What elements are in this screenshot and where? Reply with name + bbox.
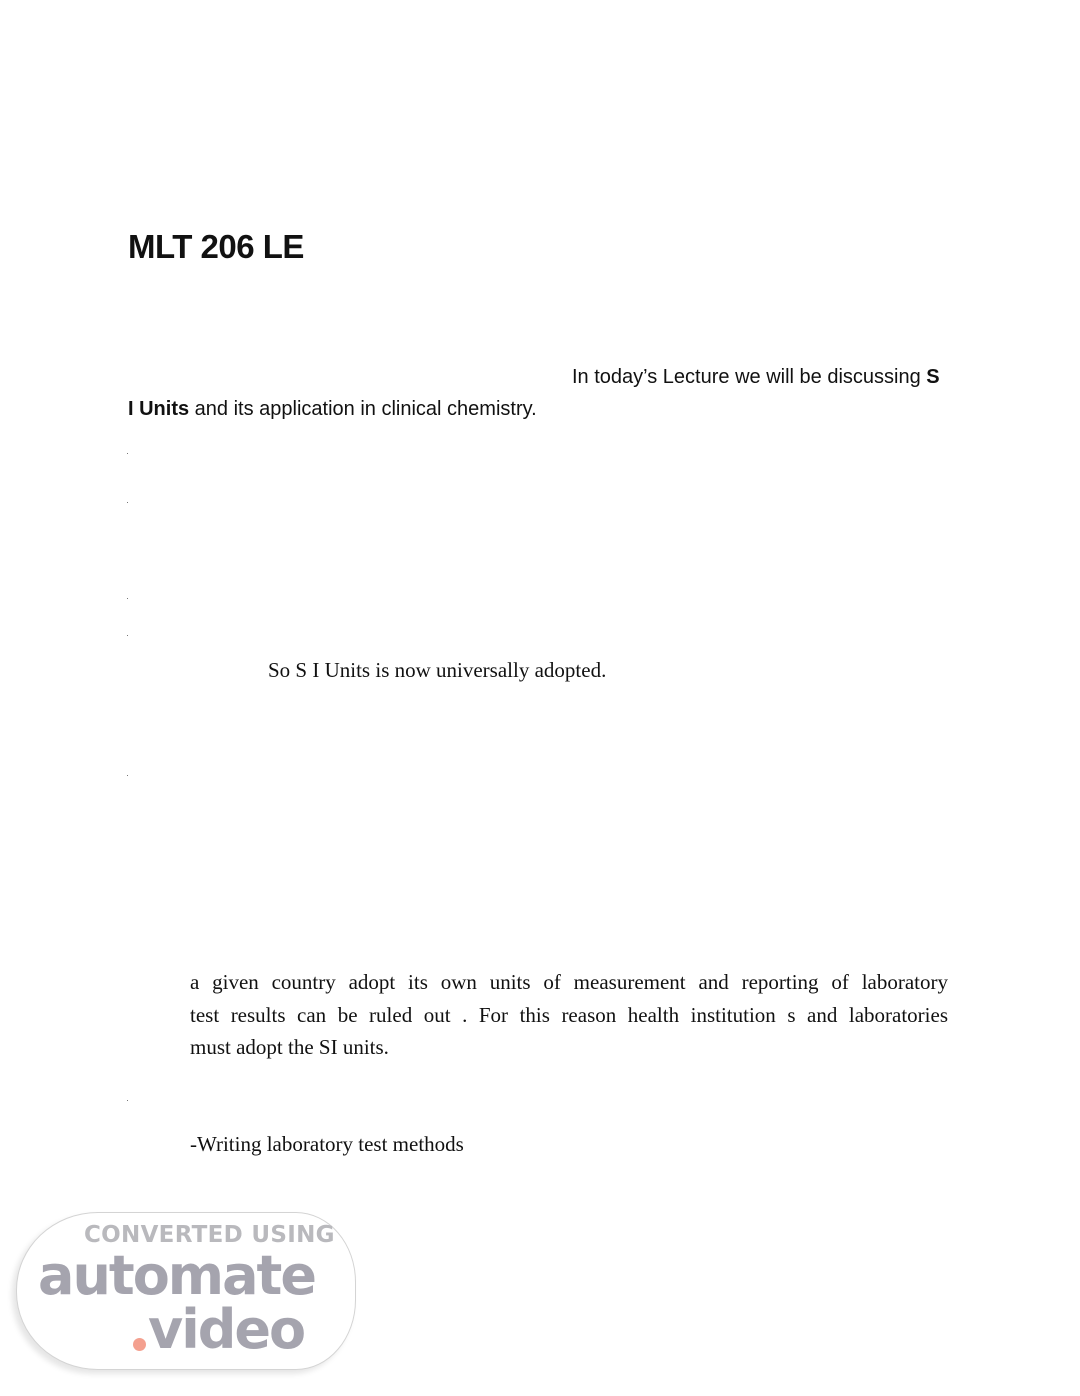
- intro-line-1: [572, 366, 940, 389]
- paragraph-line-1: a given country adopt its own units of measurement and reporting of laboratory: [190, 970, 948, 994]
- watermark-brand-main: automate: [38, 1244, 315, 1307]
- intro-text-2: and its application in clinical chemistry.: [189, 398, 537, 420]
- body-paragraph: [190, 966, 948, 1064]
- stray-mark: [127, 635, 128, 636]
- paragraph-line-3: must adopt the SI units.: [190, 1035, 389, 1059]
- intro-bold-2: I Units: [128, 398, 190, 420]
- intro-bold-1: S: [926, 366, 940, 388]
- writing-methods-line: -Writing laboratory test methods: [190, 1132, 464, 1156]
- watermark-brand-sub: video: [148, 1298, 305, 1361]
- stray-mark: [127, 775, 128, 776]
- document-title: MLT 206 LE: [128, 228, 304, 265]
- watermark-caption: CONVERTED USING: [84, 1222, 335, 1248]
- intro-line-2: [128, 398, 537, 421]
- paragraph-line-2: test results can be ruled out . For this reason health institution s and laboratories: [190, 1002, 948, 1027]
- stray-mark: [127, 1100, 128, 1101]
- intro-text-1: In today’s Lecture we will be discussing: [572, 366, 927, 388]
- stray-mark: [127, 453, 128, 454]
- stray-mark: [127, 502, 128, 503]
- watermark-dot-icon: [133, 1338, 146, 1351]
- so-si-units-line: So S I Units is now universally adopted.: [268, 658, 607, 682]
- stray-mark: [127, 598, 128, 599]
